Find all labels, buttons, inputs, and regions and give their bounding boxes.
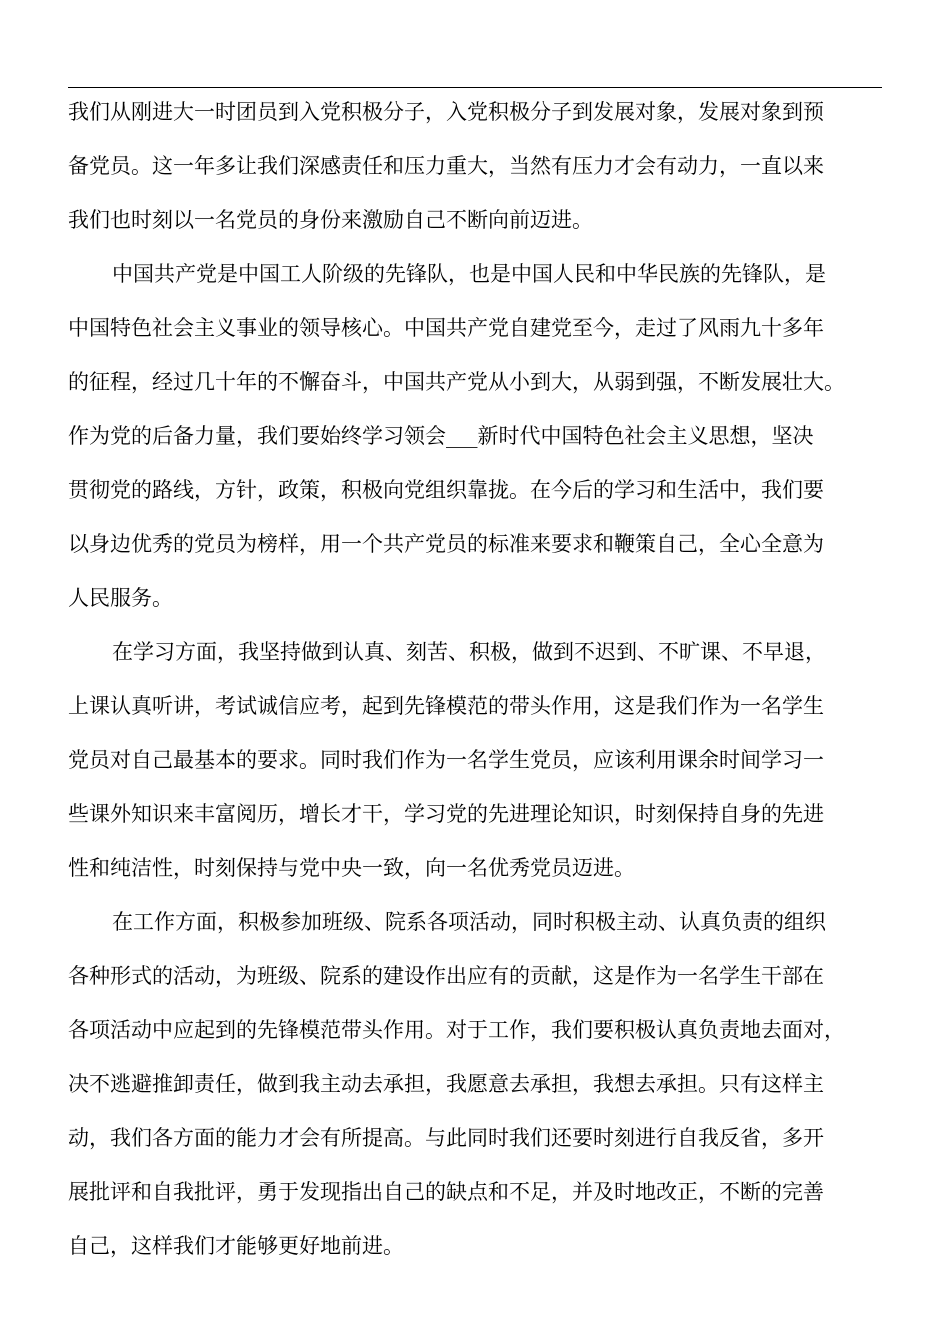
text-line: 性和纯洁性，时刻保持与党中央一致，向一名优秀党员迈进。	[68, 856, 635, 880]
text-line: 上课认真听讲，考试诚信应考，起到先锋模范的带头作用，这是我们作为一名学生	[68, 694, 824, 718]
text-line: 的征程，经过几十年的不懈奋斗，中国共产党从小到大，从弱到强，不断发展壮大。	[68, 370, 845, 394]
header-rule	[68, 87, 882, 88]
text-line: 我们也时刻以一名党员的身份来激励自己不断向前迈进。	[68, 208, 593, 232]
text-line: 自己，这样我们才能够更好地前进。	[68, 1234, 404, 1258]
text-line: 贯彻党的路线，方针，政策，积极向党组织靠拢。在今后的学习和生活中，我们要	[68, 478, 824, 502]
text-line: 中国特色社会主义事业的领导核心。中国共产党自建党至今，走过了风雨九十多年	[68, 316, 824, 340]
text-line: 在学习方面，我坚持做到认真、刻苦、积极，做到不迟到、不旷课、不早退，	[112, 640, 826, 664]
paragraph	[68, 900, 882, 1278]
text-line: 备党员。这一年多让我们深感责任和压力重大，当然有压力才会有动力，一直以来	[68, 154, 824, 178]
text-line: 党员对自己最基本的要求。同时我们作为一名学生党员，应该利用课余时间学习一	[68, 748, 824, 772]
text-line: 些课外知识来丰富阅历，增长才干，学习党的先进理论知识，时刻保持自身的先进	[68, 802, 824, 826]
text-line: 各项活动中应起到的先锋模范带头作用。对于工作，我们要积极认真负责地去面对，	[68, 1018, 845, 1042]
paragraph	[68, 630, 882, 900]
text-line: 人民服务。	[68, 586, 173, 610]
paragraph	[68, 252, 882, 630]
text-line: 以身边优秀的党员为榜样，用一个共产党员的标准来要求和鞭策自己，全心全意为	[68, 532, 824, 556]
text-line: 作为党的后备力量，我们要始终学习领会___新时代中国特色社会主义思想，坚决	[68, 424, 814, 448]
paragraph	[68, 90, 882, 252]
body-text	[68, 90, 882, 1278]
text-line: 决不逃避推卸责任，做到我主动去承担，我愿意去承担，我想去承担。只有这样主	[68, 1072, 824, 1096]
text-line: 各种形式的活动，为班级、院系的建设作出应有的贡献，这是作为一名学生干部在	[68, 964, 824, 988]
text-line: 动，我们各方面的能力才会有所提高。与此同时我们还要时刻进行自我反省，多开	[68, 1126, 824, 1150]
text-line: 展批评和自我批评，勇于发现指出自己的缺点和不足，并及时地改正，不断的完善	[68, 1180, 824, 1204]
text-line: 我们从刚进大一时团员到入党积极分子，入党积极分子到发展对象，发展对象到预	[68, 100, 824, 124]
text-line: 在工作方面，积极参加班级、院系各项活动，同时积极主动、认真负责的组织	[112, 910, 826, 934]
text-line: 中国共产党是中国工人阶级的先锋队，也是中国人民和中华民族的先锋队，是	[112, 262, 826, 286]
